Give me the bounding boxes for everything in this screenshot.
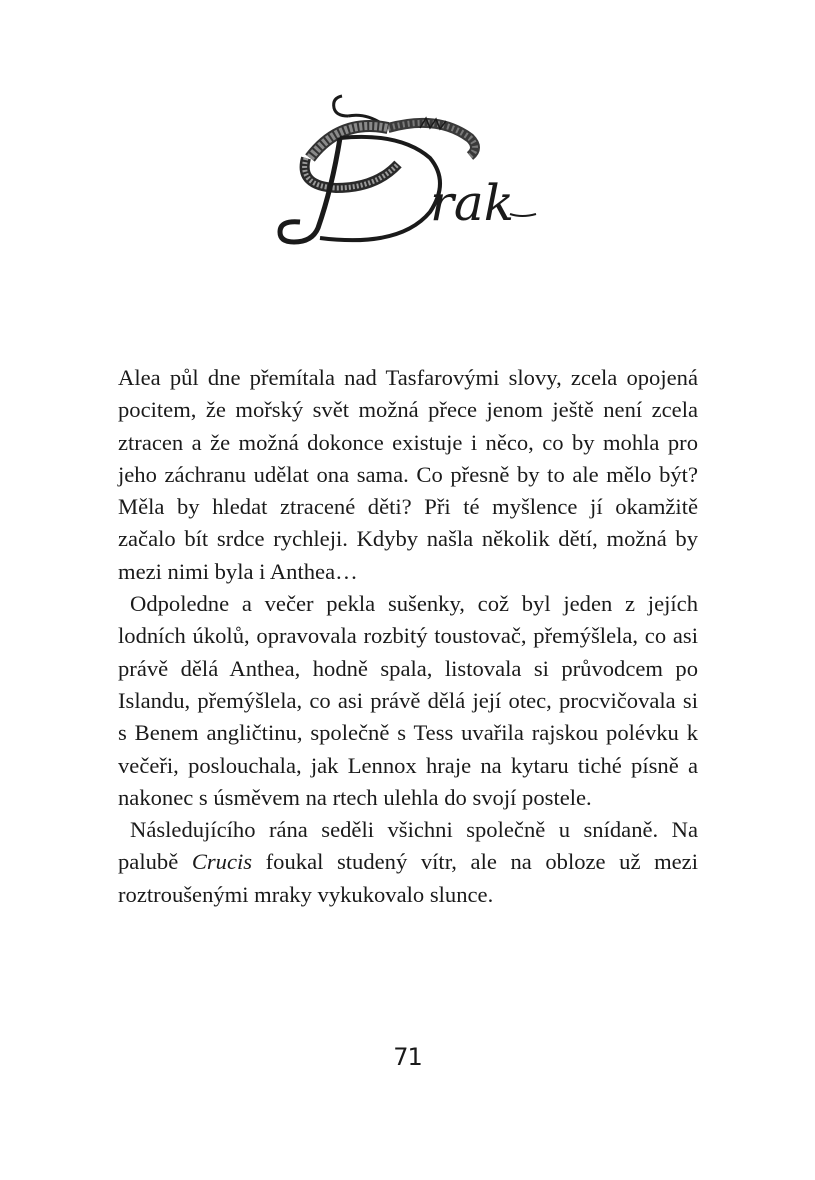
chapter-body — [118, 362, 698, 911]
paragraph-1: Alea půl dne přemítala nad Tasfarovými slovy, zcela opojená pocitem, že mořský svět možná přece jenom ještě není zcela ztracen a že možná dokonce existuje i něco, co by mohla pro jeho záchranu udělat ona sama. Co přesně by to ale mělo být? Měla by hledat ztracené děti? Při té myšlence jí okamžitě začalo bít srdce rychleji. Kdyby našla několik dětí, možná by mezi nimi byla i Anthea… — [118, 365, 698, 584]
chapter-title-text: rak — [430, 174, 515, 232]
page-number: 71 — [393, 1043, 422, 1071]
paragraph-3 — [118, 814, 698, 911]
chapter-title — [270, 88, 540, 258]
paragraph-2: Odpoledne a večer pekla sušenky, což byl jeden z jejích lodních úkolů, opravovala rozbitý toustovač, přemýšlela, co asi právě dělá Anthea, hodně spala, listovala si průvodcem po Islandu, přemýšlela, co asi právě dělá její otec, procvičovala si s Benem angličtinu, společně s Tess uvařila rajskou polévku k večeři, poslouchala, jak Lennox hraje na kytaru tiché písně a nakonec s úsměvem na rtech ulehla do svojí postele. — [118, 591, 698, 810]
paragraph-3-start: Následujícího rána seděli všichni společně u snídaně. Na palubě — [118, 817, 698, 875]
paragraph-3-end: foukal studený vítr, ale na obloze už mezi roztroušenými mraky vykukovalo slunce. — [118, 849, 698, 907]
ship-name: Crucis — [191, 849, 253, 875]
chapter-title-graphic — [270, 88, 540, 258]
title-flourish-icon — [510, 214, 536, 216]
